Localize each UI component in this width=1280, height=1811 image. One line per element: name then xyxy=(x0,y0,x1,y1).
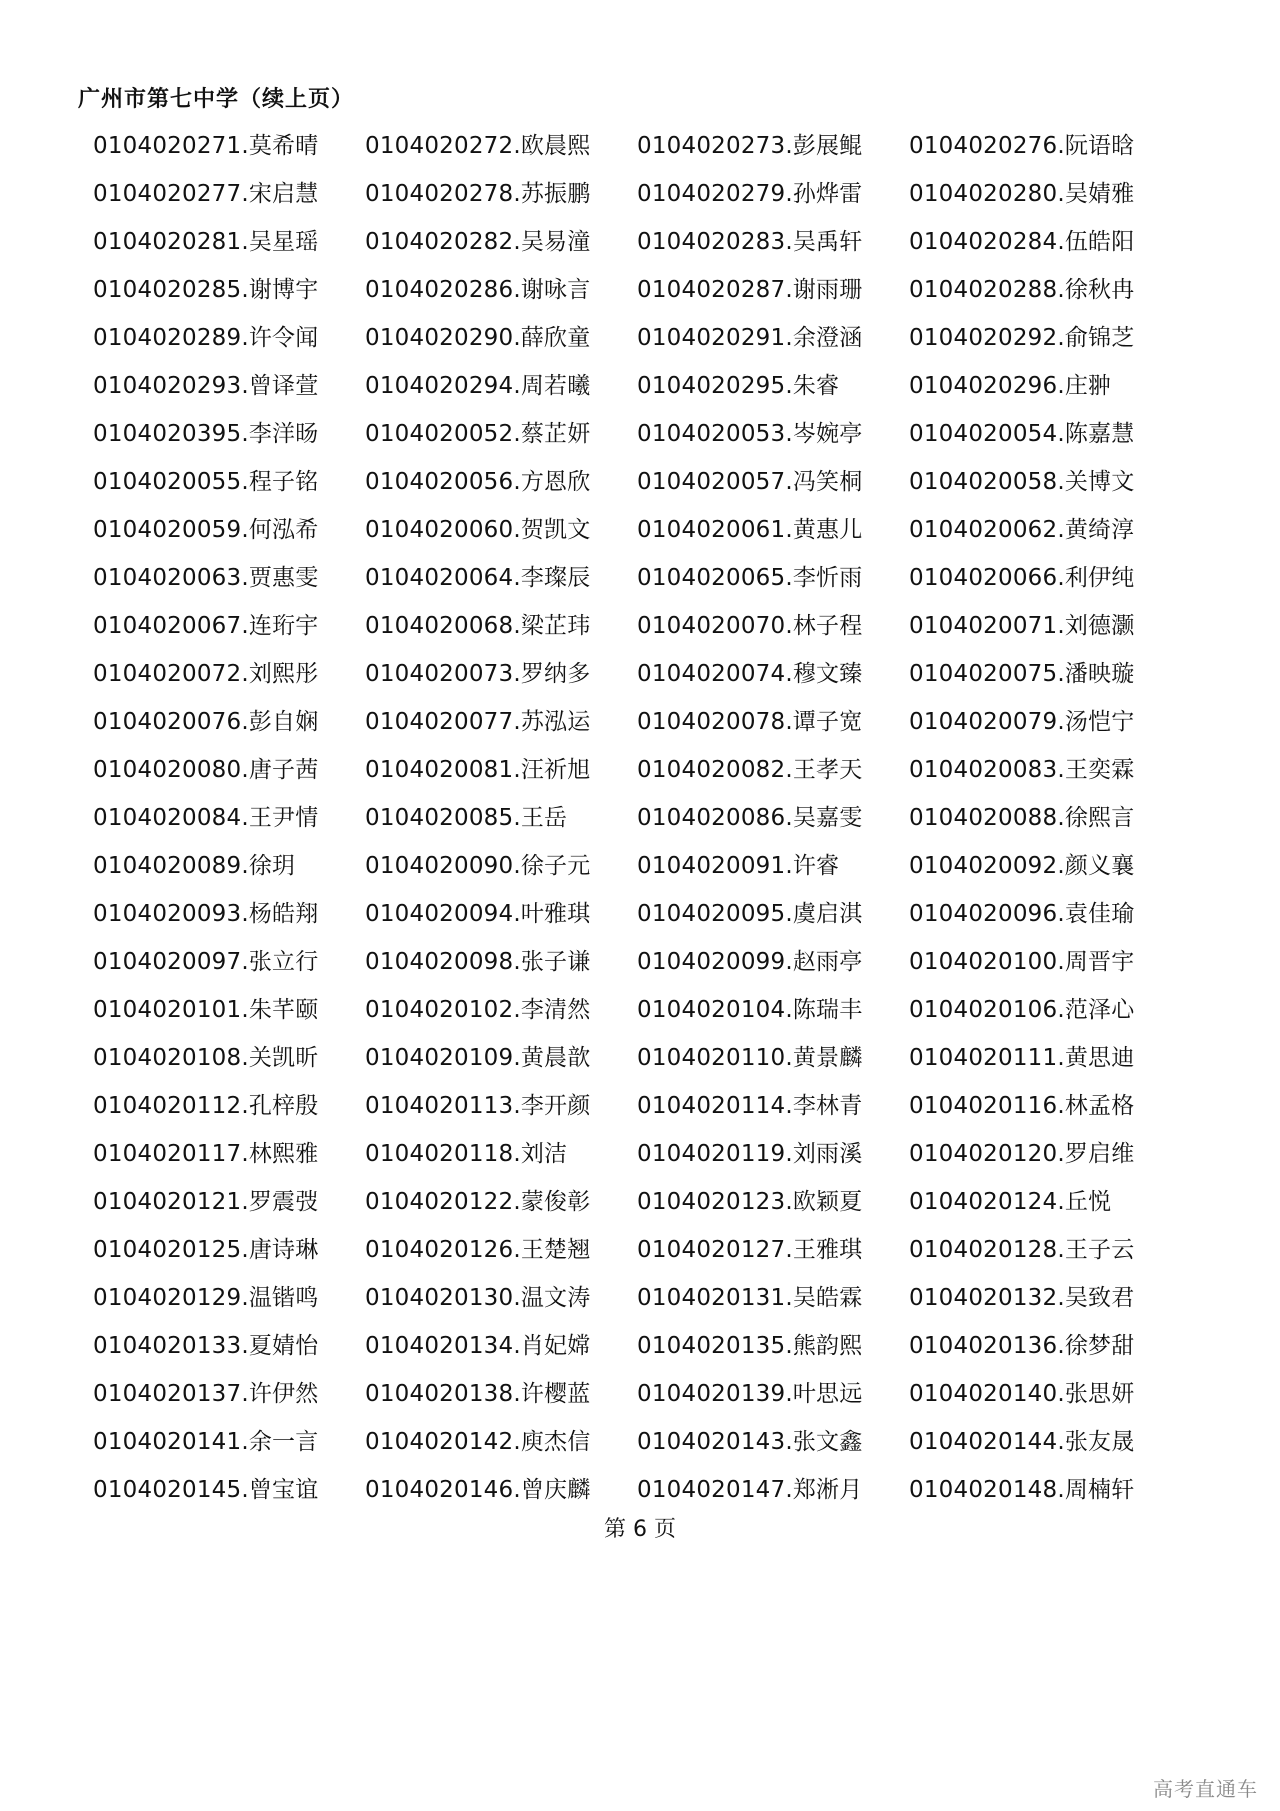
list-item: 0104020095.虞启淇 xyxy=(637,901,863,927)
student-list xyxy=(93,122,1213,1514)
list-item: 0104020102.李清然 xyxy=(365,997,591,1023)
list-item: 0104020276.阮语晗 xyxy=(909,133,1135,159)
list-item: 0104020295.朱睿 xyxy=(637,373,840,399)
list-item: 0104020091.许睿 xyxy=(637,853,840,879)
list-item: 0104020280.吴婧雅 xyxy=(909,181,1135,207)
list-item: 0104020059.何泓希 xyxy=(93,517,319,543)
list-item: 0104020142.庾杰信 xyxy=(365,1429,591,1455)
list-item: 0104020128.王子云 xyxy=(909,1237,1135,1263)
list-item: 0104020056.方恩欣 xyxy=(365,469,591,495)
list-item: 0104020281.吴星瑶 xyxy=(93,229,319,255)
list-item: 0104020077.苏泓运 xyxy=(365,709,591,735)
list-item: 0104020113.李开颜 xyxy=(365,1093,591,1119)
list-item: 0104020122.蒙俊彰 xyxy=(365,1189,591,1215)
list-item: 0104020114.李林青 xyxy=(637,1093,863,1119)
list-item: 0104020100.周晋宇 xyxy=(909,949,1135,975)
list-item: 0104020055.程子铭 xyxy=(93,469,319,495)
list-item: 0104020130.温文涛 xyxy=(365,1285,591,1311)
list-item: 0104020092.颜义襄 xyxy=(909,853,1135,879)
list-item: 0104020131.吴皓霖 xyxy=(637,1285,863,1311)
list-item: 0104020290.薛欣童 xyxy=(365,325,591,351)
list-item: 0104020062.黄绮淳 xyxy=(909,517,1135,543)
list-item: 0104020121.罗震弢 xyxy=(93,1189,319,1215)
list-item: 0104020293.曾译萱 xyxy=(93,373,319,399)
list-item: 0104020143.张文鑫 xyxy=(637,1429,863,1455)
list-item: 0104020074.穆文臻 xyxy=(637,661,863,687)
list-item: 0104020109.黄晨歆 xyxy=(365,1045,591,1071)
list-item: 0104020127.王雅琪 xyxy=(637,1237,863,1263)
list-item: 0104020279.孙烨雷 xyxy=(637,181,863,207)
list-item: 0104020063.贾惠雯 xyxy=(93,565,319,591)
list-item: 0104020053.岑婉亭 xyxy=(637,421,863,447)
list-item: 0104020099.赵雨亭 xyxy=(637,949,863,975)
list-item: 0104020106.范泽心 xyxy=(909,997,1135,1023)
list-item: 0104020065.李忻雨 xyxy=(637,565,863,591)
list-item: 0104020133.夏婧怡 xyxy=(93,1333,319,1359)
list-item: 0104020118.刘洁 xyxy=(365,1141,568,1167)
list-item: 0104020282.吴易潼 xyxy=(365,229,591,255)
list-item: 0104020278.苏振鹏 xyxy=(365,181,591,207)
list-item: 0104020132.吴致君 xyxy=(909,1285,1135,1311)
list-item: 0104020070.林子程 xyxy=(637,613,863,639)
list-item: 0104020097.张立行 xyxy=(93,949,319,975)
list-item: 0104020057.冯笑桐 xyxy=(637,469,863,495)
list-item: 0104020292.俞锦芝 xyxy=(909,325,1135,351)
list-item: 0104020125.唐诗琳 xyxy=(93,1237,319,1263)
list-item: 0104020287.谢雨珊 xyxy=(637,277,863,303)
list-item: 0104020120.罗启维 xyxy=(909,1141,1135,1167)
list-item: 0104020395.李洋旸 xyxy=(93,421,319,447)
list-item: 0104020068.梁芷玮 xyxy=(365,613,591,639)
list-item: 0104020271.莫希晴 xyxy=(93,133,319,159)
list-item: 0104020075.潘映璇 xyxy=(909,661,1135,687)
list-item: 0104020296.庄翀 xyxy=(909,373,1112,399)
list-item: 0104020146.曾庆麟 xyxy=(365,1477,591,1503)
list-item: 0104020096.袁佳瑜 xyxy=(909,901,1135,927)
list-item: 0104020066.利伊纯 xyxy=(909,565,1135,591)
list-item: 0104020060.贺凯文 xyxy=(365,517,591,543)
list-item: 0104020052.蔡芷妍 xyxy=(365,421,591,447)
list-item: 0104020085.王岳 xyxy=(365,805,568,831)
watermark-text: 高考直通车 xyxy=(1153,1777,1258,1801)
list-item: 0104020083.王奕霖 xyxy=(909,757,1135,783)
list-item: 0104020080.唐子茜 xyxy=(93,757,319,783)
list-item: 0104020054.陈嘉慧 xyxy=(909,421,1135,447)
list-item: 0104020137.许伊然 xyxy=(93,1381,319,1407)
list-item: 0104020119.刘雨溪 xyxy=(637,1141,863,1167)
list-item: 0104020145.曾宝谊 xyxy=(93,1477,319,1503)
list-item: 0104020126.王楚翘 xyxy=(365,1237,591,1263)
list-item: 0104020286.谢咏言 xyxy=(365,277,591,303)
list-item: 0104020141.余一言 xyxy=(93,1429,319,1455)
list-item: 0104020082.王孝天 xyxy=(637,757,863,783)
list-item: 0104020289.许令闻 xyxy=(93,325,319,351)
page-number: 第 6 页 xyxy=(604,1517,676,1542)
list-item: 0104020136.徐梦甜 xyxy=(909,1333,1135,1359)
list-item: 0104020089.徐玥 xyxy=(93,853,296,879)
list-item: 0104020086.吴嘉雯 xyxy=(637,805,863,831)
list-item: 0104020061.黄惠儿 xyxy=(637,517,863,543)
list-item: 0104020079.汤恺宁 xyxy=(909,709,1135,735)
list-item: 0104020273.彭展鲲 xyxy=(637,133,863,159)
list-item: 0104020117.林熙雅 xyxy=(93,1141,319,1167)
list-item: 0104020147.郑淅月 xyxy=(637,1477,863,1503)
list-item: 0104020098.张子谦 xyxy=(365,949,591,975)
list-item: 0104020094.叶雅琪 xyxy=(365,901,591,927)
list-item: 0104020285.谢博宇 xyxy=(93,277,319,303)
list-item: 0104020112.孔梓殷 xyxy=(93,1093,319,1119)
list-item: 0104020067.连珩宇 xyxy=(93,613,319,639)
section-heading: 广州市第七中学（续上页） xyxy=(78,87,355,112)
list-item: 0104020116.林孟格 xyxy=(909,1093,1135,1119)
list-item: 0104020140.张思妍 xyxy=(909,1381,1135,1407)
list-item: 0104020135.熊韵熙 xyxy=(637,1333,863,1359)
list-item: 0104020058.关博文 xyxy=(909,469,1135,495)
list-item: 0104020064.李璨辰 xyxy=(365,565,591,591)
list-item: 0104020288.徐秋冉 xyxy=(909,277,1135,303)
list-item: 0104020090.徐子元 xyxy=(365,853,591,879)
list-item: 0104020124.丘悦 xyxy=(909,1189,1112,1215)
list-item: 0104020081.汪祈旭 xyxy=(365,757,591,783)
list-item: 0104020123.欧颖夏 xyxy=(637,1189,863,1215)
list-item: 0104020134.肖妃嫦 xyxy=(365,1333,591,1359)
list-item: 0104020294.周若曦 xyxy=(365,373,591,399)
list-item: 0104020111.黄思迪 xyxy=(909,1045,1135,1071)
list-item: 0104020110.黄景麟 xyxy=(637,1045,863,1071)
list-item: 0104020104.陈瑞丰 xyxy=(637,997,863,1023)
list-item: 0104020291.余澄涵 xyxy=(637,325,863,351)
list-item: 0104020073.罗纳多 xyxy=(365,661,591,687)
list-item: 0104020084.王尹情 xyxy=(93,805,319,831)
list-item: 0104020277.宋启慧 xyxy=(93,181,319,207)
list-item: 0104020093.杨皓翔 xyxy=(93,901,319,927)
list-item: 0104020108.关凯昕 xyxy=(93,1045,319,1071)
list-item: 0104020072.刘熙彤 xyxy=(93,661,319,687)
list-item: 0104020088.徐熙言 xyxy=(909,805,1135,831)
list-item: 0104020148.周楠轩 xyxy=(909,1477,1135,1503)
list-item: 0104020144.张友晟 xyxy=(909,1429,1135,1455)
list-item: 0104020078.谭子宽 xyxy=(637,709,863,735)
list-item: 0104020272.欧晨熙 xyxy=(365,133,591,159)
list-item: 0104020284.伍皓阳 xyxy=(909,229,1135,255)
list-item: 0104020283.吴禹轩 xyxy=(637,229,863,255)
list-item: 0104020076.彭自娴 xyxy=(93,709,319,735)
list-item: 0104020139.叶思远 xyxy=(637,1381,863,1407)
list-item: 0104020071.刘德灏 xyxy=(909,613,1135,639)
list-item: 0104020129.温锴鸣 xyxy=(93,1285,319,1311)
list-item: 0104020138.许樱蓝 xyxy=(365,1381,591,1407)
list-item: 0104020101.朱芊颐 xyxy=(93,997,319,1023)
